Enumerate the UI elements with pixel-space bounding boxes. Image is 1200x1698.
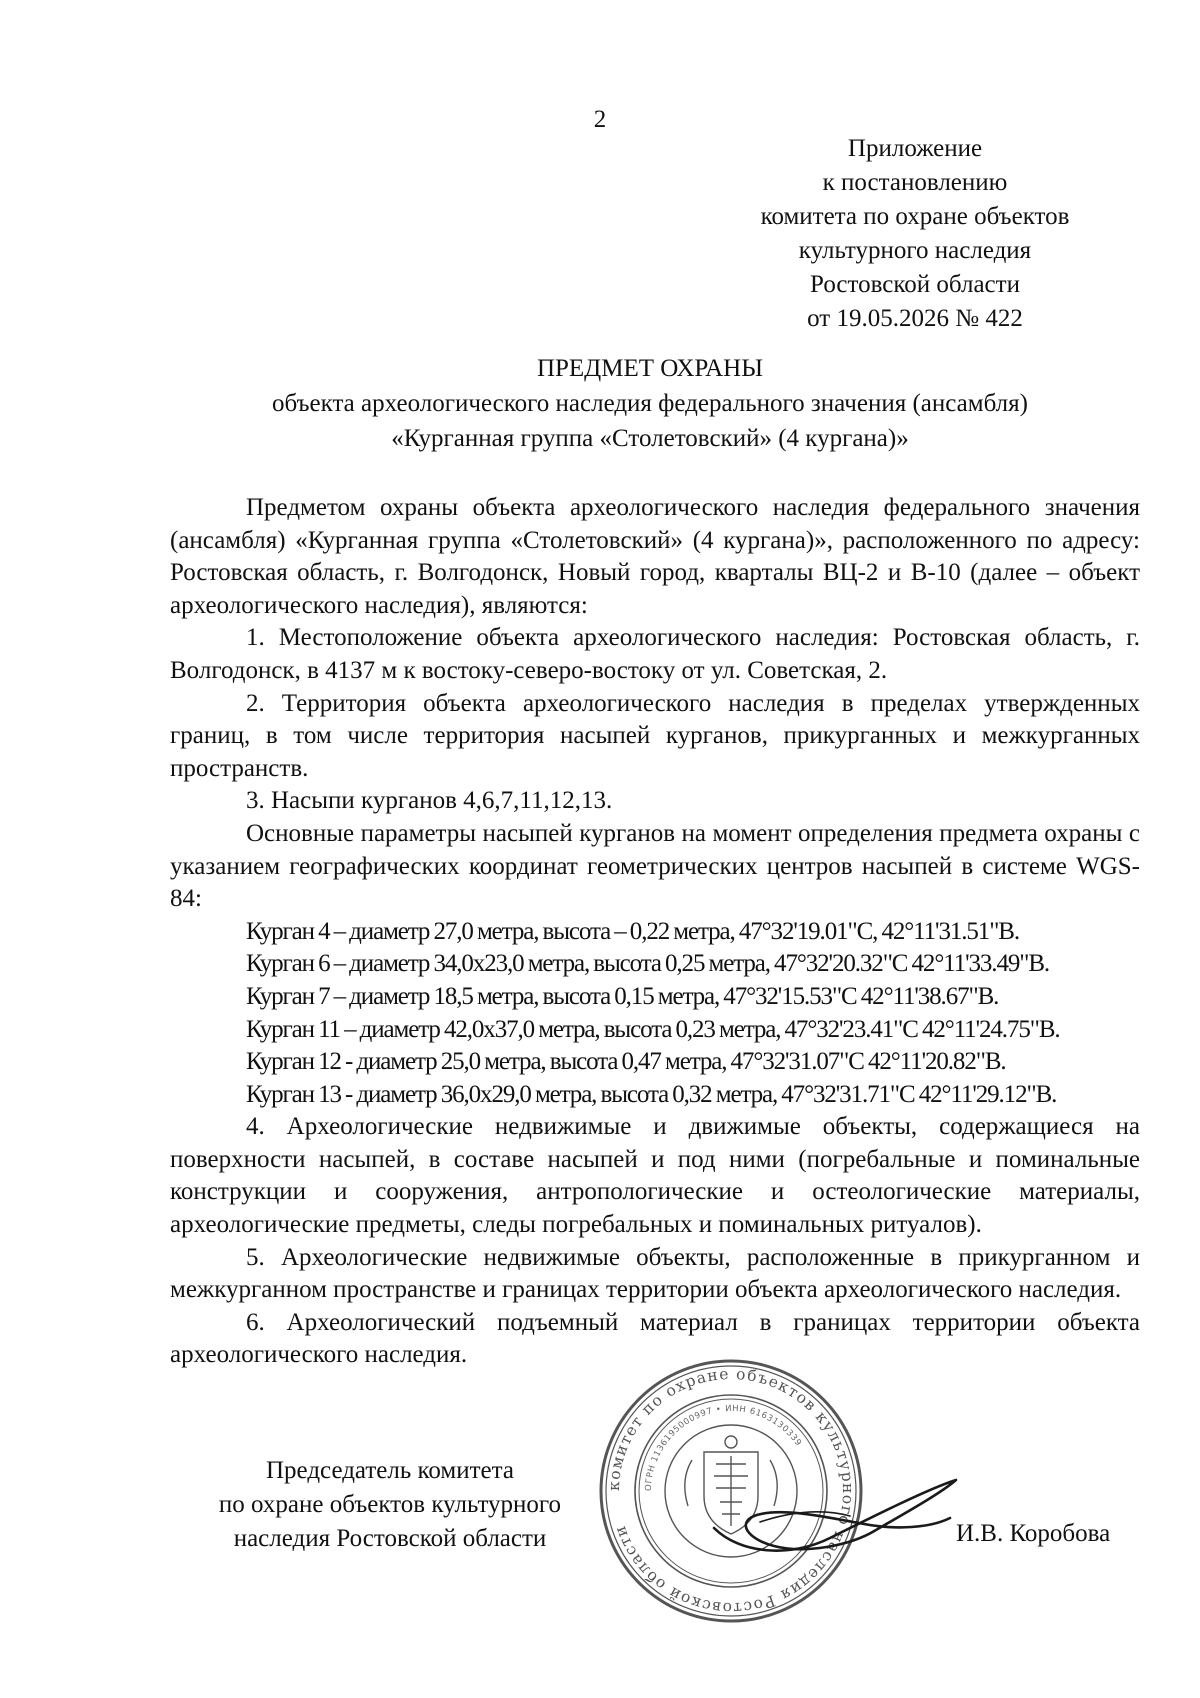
document-title	[150, 351, 1150, 456]
item-3-paragraph: 3. Насыпи курганов 4,6,7,11,12,13.	[246, 787, 613, 815]
appendix-line-1: Приложение	[847, 135, 983, 162]
item-5-paragraph: 5. Археологические недвижимые объекты, расположенные в прикурганном и межкурганном пространстве и границах территории объекта археологического наследия.	[170, 1243, 1140, 1304]
title-line-2: объекта археологического наследия федерального значения (ансамбля)	[272, 390, 1028, 417]
signatory-position-line-1: Председатель комитета	[266, 1457, 514, 1484]
kurgan-line: Курган 11 – диаметр 42,0x37,0 метра, высота 0,23 метра, 47°32'23.41"С 42°11'24.75"В.	[246, 1015, 1060, 1043]
kurgan-line: Курган 7 – диаметр 18,5 метра, высота 0,15 метра, 47°32'15.53"С 42°11'38.67"В.	[246, 982, 999, 1010]
handwritten-signature	[700, 1458, 970, 1568]
kurgan-line: Курган 4 – диаметр 27,0 метра, высота – 0,22 метра, 47°32'19.01"С, 42°11'31.51"В.	[246, 917, 1020, 945]
kurgan-line: Курган 13 - диаметр 36,0x29,0 метра, высота 0,32 метра, 47°32'31.71"С 42°11'29.12"В.	[246, 1080, 1057, 1108]
appendix-line-5: Ростовской области	[810, 271, 1020, 298]
item-2-paragraph: 2. Территория объекта археологического наследия в пределах утвержденных границ, в том числе территория насыпей курганов, прикурганных и межкурганных пространств.	[170, 689, 1140, 782]
appendix-line-2: к постановлению	[822, 169, 1008, 196]
signatory-name: И.В. Коробова	[956, 1520, 1111, 1547]
item-1-paragraph: 1. Местоположение объекта археологического наследия: Ростовская область, г. Волгодонск, в 4137 м к востоку-северо-востоку от ул. Советская, 2.	[170, 624, 1140, 684]
title-line-3: «Курганная группа «Столетовский» (4 кургана)»	[391, 425, 909, 452]
signatory-position-line-3: наследия Ростовской области	[233, 1525, 547, 1552]
appendix-date-number: от 19.05.2026 № 422	[807, 305, 1023, 332]
seal-inner-text: ОГРН 1136195000997 • ИНН 6163130339	[643, 1403, 804, 1492]
kurgan-line: Курган 6 – диаметр 34,0x23,0 метра, высота 0,25 метра, 47°32'20.32"С 42°11'33.49"В.	[246, 950, 1050, 978]
signatory-position	[180, 1454, 600, 1556]
title-heading: ПРЕДМЕТ ОХРАНЫ	[536, 355, 764, 382]
appendix-header	[740, 132, 1090, 336]
appendix-line-4: культурного наследия	[798, 237, 1032, 264]
params-paragraph: Основные параметры насыпей курганов на момент определения предмета охраны с указанием географических координат геометрических центров насыпей в системе WGS-84:	[170, 819, 1140, 913]
kurgan-line: Курган 12 - диаметр 25,0 метра, высота 0,47 метра, 47°32'31.07"С 42°11'20.82"В.	[246, 1048, 1006, 1076]
page-number: 2	[593, 106, 607, 133]
item-4-paragraph: 4. Археологические недвижимые и движимые объекты, содержащиеся на поверхности насыпей, в составе насыпей и под ними (погребальные и поминальные конструкции и сооружения, антропологические и остеологические материалы, археологические предметы, следы погребальных и поминальных ритуалов).	[170, 1113, 1140, 1239]
appendix-line-3: комитета по охране объектов	[760, 203, 1070, 230]
seal-outer-text: комитет по охране объектов культурного наследия Ростовской области	[604, 1364, 858, 1618]
document-body	[170, 492, 1140, 1372]
item-6-paragraph: 6. Археологический подъемный материал в границах территории объекта археологического наследия.	[170, 1308, 1140, 1369]
signatory-position-line-2: по охране объектов культурного	[218, 1491, 562, 1518]
intro-paragraph: Предметом охраны объекта археологического наследия федерального значения (ансамбля) «Курганная группа «Столетовский» (4 кургана)», расположенного по адресу: Ростовская область, г. Волгодонск, Новый город, кварталы ВЦ-2 и В-10 (далее – объект археологического наследия), являются:	[170, 494, 1140, 619]
